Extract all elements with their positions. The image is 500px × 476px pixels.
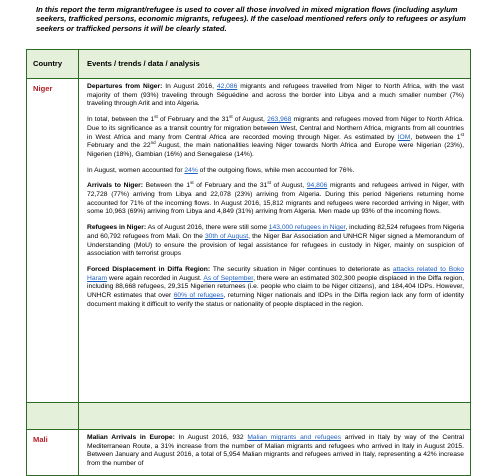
table-row: [27, 79, 470, 403]
table-header-row: [27, 50, 470, 79]
lead-arrivals: Arrivals to Niger:: [87, 182, 143, 190]
lead-malian-arrivals: Malian Arrivals in Europe:: [87, 434, 175, 441]
link-refugees-in-niger[interactable]: 143,000 refugees in Niger: [268, 224, 346, 232]
paragraph-departures: Departures from Niger: In August 2016, 42,086 migrants and refugees travelled from Niger to North Africa, with the vast majority of them (93%) traveling through Séguédine and across the border into Libya and a much smaller number (7%) traveling through Arlit and into Algeria.: [87, 83, 464, 108]
intro-note: In this report the term migrant/refugee is used to cover all those involved in mixed migration flows (including asylum seekers, trafficked persons, economic migrants, refugees). If the caseload mentioned refers only to refugees or asylum seekers or trafficked persons it will be clearly stated.: [36, 5, 466, 33]
link-iom[interactable]: IOM: [397, 133, 411, 141]
link-as-of-september[interactable]: As of September: [203, 274, 254, 282]
spacer-events-cell: [79, 403, 470, 429]
paragraph-malian-arrivals: Malian Arrivals in Europe: In August 2016, 932 Malian migrants and refugees arrived in Italy by way of the Central Mediterranean Route, a 31% increase from the number of Malian migrants and refugees who arrived in Italy in August 2015. Between January and August 2016, a total of 5,954 Malian migrants and refugees arrived in Italy, representing a 42% increase from the number of: [87, 434, 464, 468]
link-24-percent[interactable]: 24%: [184, 166, 198, 174]
table-row: [27, 430, 470, 476]
paragraph-arrivals: Arrivals to Niger: Between the 1st of February and the 31st of August, 94,806 migrants and refugees arrived in Niger, with 72,728 (77%) arriving from Libya and 22,078 (23%) arriving from Algeria. During this period Nigeriens returning home accounted for 71% of the incoming flows. In August 2016, 15,812 migrants and refugees were recorded arriving in Niger, with some 10,963 (69%) arriving from Libya and 4,849 (31%) arriving from Algeria. Men made up 93% of the incoming flows.: [87, 180, 464, 216]
link-60-percent-refugees[interactable]: 60% of refugees: [173, 292, 224, 300]
spacer-country-cell: [27, 403, 79, 429]
events-cell-niger: [79, 79, 470, 402]
header-events: Events / trends / data / analysis: [87, 59, 200, 68]
header-country: Country: [27, 50, 79, 78]
link-30th-august[interactable]: 30th of August: [204, 232, 249, 240]
country-events-table: [26, 49, 471, 476]
link-94806[interactable]: 94,806: [306, 182, 328, 190]
link-263968[interactable]: 263,968: [267, 116, 292, 124]
country-cell-niger: Niger: [27, 79, 79, 402]
lead-refugees: Refugees in Niger:: [87, 224, 147, 232]
country-cell-mali: Mali: [27, 430, 79, 476]
table-spacer-row: [27, 403, 470, 430]
paragraph-diffa: Forced Displacement in Diffa Region: The security situation in Niger continues to deteriorate as attacks related to Boko Haram were again recorded in August. As of September, there were an estimated 302,300 people displaced in the Diffa region, including 88,668 refugees, 29,315 Nigerien returnees (i.e. people who claim to be Niger citizens), and 184,404 IDPs. However, UNHCR estimates that over 60% of refugees, returning Niger nationals and IDPs in the Diffa region lack any form of identity document making it difficult to verify the status or nationality of people displaced in the region.: [87, 265, 465, 308]
link-malian-migrants[interactable]: Malian migrants and refugees: [247, 434, 341, 441]
lead-diffa: Forced Displacement in Diffa Region:: [87, 265, 211, 273]
paragraph-total-movement: In total, between the 1st of February and the 31st of August, 263,968 migrants and refugees moved from Niger to North Africa. Due to its significance as a transit country for migration between West, Central and Northern Africa, migrants from all countries in West Africa and many from Central Africa are recorded moving through Niger. As estimated by IOM, between the 1st February and the 22nd August, the main nationalities leaving Niger towards North Africa and Europe were Nigerian (23%), Nigerien (18%), Gambian (16%) and Senegalese (14%).: [87, 113, 464, 158]
events-cell-mali: [79, 430, 470, 476]
link-boko-haram[interactable]: attacks related to Boko Haram: [87, 265, 465, 282]
link-42086[interactable]: 42,086: [216, 83, 238, 90]
paragraph-women-share: In August, women accounted for 24% of the outgoing flows, while men accounted for 76%.: [87, 166, 355, 174]
paragraph-refugees: Refugees in Niger: As of August 2016, there were still some 143,000 refugees in Niger, including 82,524 refugees from Nigeria and 60,792 refugees from Mali. On the 30th of August, the Niger Bar Association and UNHCR Niger signed a Memorandum of Understanding (MoU) to ensure the provision of legal assistance for refugees in custody in Niger, mainly on suspicion of association with terrorist groups: [87, 224, 465, 258]
lead-departures: Departures from Niger:: [87, 83, 163, 90]
